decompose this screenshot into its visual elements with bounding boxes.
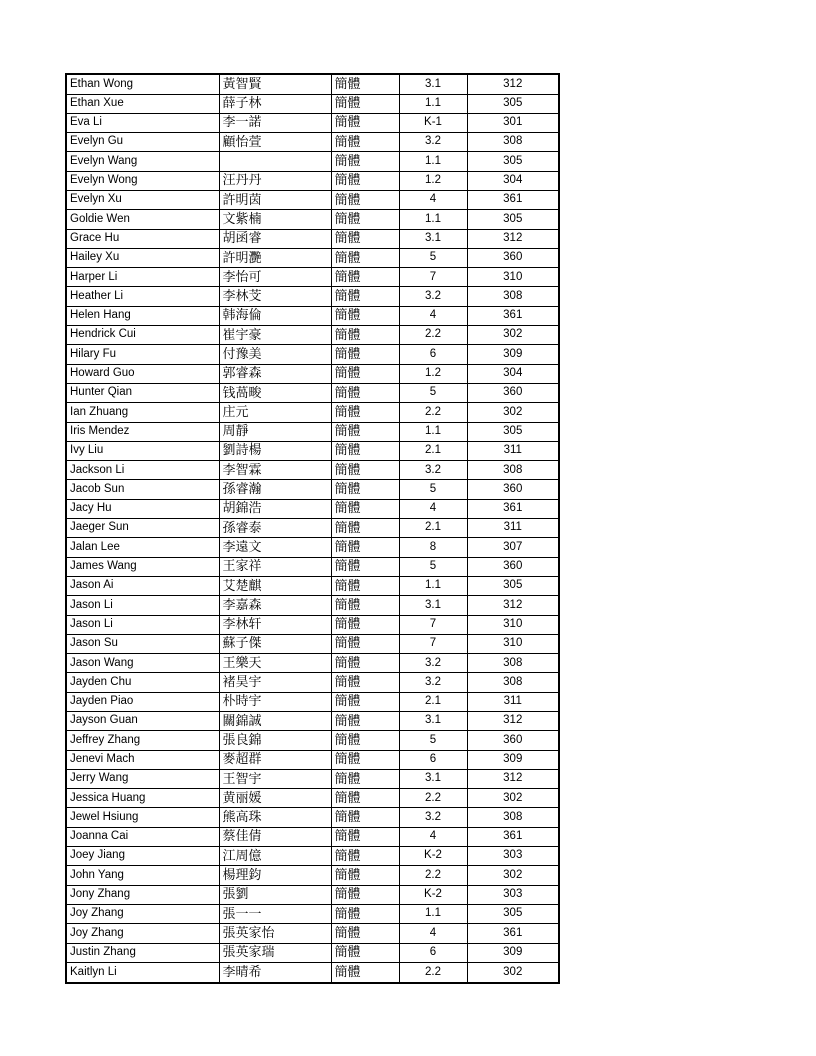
table-row bbox=[66, 364, 559, 383]
cell-english-name: Howard Guo bbox=[66, 364, 219, 383]
cell-english-name: Ethan Wong bbox=[66, 74, 219, 94]
cell-level: 3.2 bbox=[399, 808, 467, 827]
cell-english-name: Hendrick Cui bbox=[66, 326, 219, 345]
cell-level: 4 bbox=[399, 827, 467, 846]
cell-level: 5 bbox=[399, 557, 467, 576]
cell-room: 305 bbox=[467, 210, 559, 229]
cell-english-name: Joey Jiang bbox=[66, 847, 219, 866]
cell-level: 1.1 bbox=[399, 210, 467, 229]
cell-chinese-name: 王樂天 bbox=[219, 654, 331, 673]
cell-level: 2.2 bbox=[399, 962, 467, 983]
cell-english-name: Harper Li bbox=[66, 268, 219, 287]
table-row bbox=[66, 519, 559, 538]
table-row bbox=[66, 615, 559, 634]
cell-room: 301 bbox=[467, 113, 559, 132]
cell-script: 簡體 bbox=[331, 750, 399, 769]
cell-script: 簡體 bbox=[331, 113, 399, 132]
table-row bbox=[66, 596, 559, 615]
cell-chinese-name: 庄元 bbox=[219, 403, 331, 422]
cell-english-name: Grace Hu bbox=[66, 229, 219, 248]
cell-chinese-name: 許明茵 bbox=[219, 190, 331, 209]
cell-level: 5 bbox=[399, 383, 467, 402]
cell-script: 簡體 bbox=[331, 499, 399, 518]
cell-chinese-name: 文紫楠 bbox=[219, 210, 331, 229]
cell-room: 305 bbox=[467, 576, 559, 595]
table-row bbox=[66, 248, 559, 267]
cell-level: 4 bbox=[399, 499, 467, 518]
cell-level: 4 bbox=[399, 190, 467, 209]
cell-script: 簡體 bbox=[331, 152, 399, 171]
cell-chinese-name: 郭睿森 bbox=[219, 364, 331, 383]
table-row bbox=[66, 171, 559, 190]
cell-level: 3.2 bbox=[399, 673, 467, 692]
table-row bbox=[66, 634, 559, 653]
cell-script: 簡體 bbox=[331, 673, 399, 692]
cell-script: 簡體 bbox=[331, 519, 399, 538]
cell-level: 5 bbox=[399, 248, 467, 267]
cell-english-name: Jason Su bbox=[66, 634, 219, 653]
cell-script: 簡體 bbox=[331, 287, 399, 306]
cell-level: 1.1 bbox=[399, 94, 467, 113]
cell-chinese-name: 孫睿瀚 bbox=[219, 480, 331, 499]
cell-script: 簡體 bbox=[331, 326, 399, 345]
table-row bbox=[66, 847, 559, 866]
cell-chinese-name: 張劉 bbox=[219, 885, 331, 904]
cell-room: 360 bbox=[467, 731, 559, 750]
cell-level: 2.2 bbox=[399, 866, 467, 885]
cell-room: 305 bbox=[467, 904, 559, 923]
cell-english-name: Goldie Wen bbox=[66, 210, 219, 229]
cell-script: 簡體 bbox=[331, 306, 399, 325]
cell-english-name: Jason Ai bbox=[66, 576, 219, 595]
cell-chinese-name: 孫睿泰 bbox=[219, 519, 331, 538]
cell-level: 2.2 bbox=[399, 789, 467, 808]
table-row bbox=[66, 306, 559, 325]
table-row bbox=[66, 152, 559, 171]
cell-chinese-name: 熊高珠 bbox=[219, 808, 331, 827]
table-row bbox=[66, 731, 559, 750]
table-row bbox=[66, 190, 559, 209]
cell-room: 311 bbox=[467, 692, 559, 711]
cell-room: 304 bbox=[467, 171, 559, 190]
cell-chinese-name: 韩海倫 bbox=[219, 306, 331, 325]
cell-chinese-name: 李林芠 bbox=[219, 287, 331, 306]
cell-script: 簡體 bbox=[331, 866, 399, 885]
cell-room: 309 bbox=[467, 943, 559, 962]
cell-english-name: Eva Li bbox=[66, 113, 219, 132]
cell-script: 簡體 bbox=[331, 904, 399, 923]
cell-script: 簡體 bbox=[331, 345, 399, 364]
cell-english-name: Ian Zhuang bbox=[66, 403, 219, 422]
table-row bbox=[66, 287, 559, 306]
cell-english-name: Joy Zhang bbox=[66, 904, 219, 923]
cell-script: 簡體 bbox=[331, 403, 399, 422]
cell-english-name: Kaitlyn Li bbox=[66, 962, 219, 983]
cell-room: 310 bbox=[467, 634, 559, 653]
cell-level: 3.1 bbox=[399, 74, 467, 94]
cell-english-name: Jeffrey Zhang bbox=[66, 731, 219, 750]
table-row bbox=[66, 345, 559, 364]
cell-level: 2.2 bbox=[399, 403, 467, 422]
cell-level: 6 bbox=[399, 750, 467, 769]
cell-script: 簡體 bbox=[331, 461, 399, 480]
table-row bbox=[66, 750, 559, 769]
cell-script: 簡體 bbox=[331, 229, 399, 248]
cell-level: 3.1 bbox=[399, 769, 467, 788]
cell-room: 310 bbox=[467, 268, 559, 287]
cell-room: 302 bbox=[467, 789, 559, 808]
cell-level: K-2 bbox=[399, 847, 467, 866]
cell-english-name: Evelyn Gu bbox=[66, 133, 219, 152]
table-row bbox=[66, 808, 559, 827]
cell-room: 308 bbox=[467, 461, 559, 480]
cell-chinese-name: 褚昊宇 bbox=[219, 673, 331, 692]
cell-english-name: Jason Li bbox=[66, 596, 219, 615]
cell-room: 308 bbox=[467, 808, 559, 827]
cell-english-name: Jony Zhang bbox=[66, 885, 219, 904]
cell-room: 312 bbox=[467, 229, 559, 248]
cell-level: 3.2 bbox=[399, 654, 467, 673]
cell-english-name: Jewel Hsiung bbox=[66, 808, 219, 827]
cell-script: 簡體 bbox=[331, 364, 399, 383]
cell-script: 簡體 bbox=[331, 171, 399, 190]
cell-level: 1.1 bbox=[399, 422, 467, 441]
cell-english-name: Jacob Sun bbox=[66, 480, 219, 499]
cell-english-name: Ivy Liu bbox=[66, 441, 219, 460]
table-row bbox=[66, 326, 559, 345]
cell-chinese-name: 崔宇豪 bbox=[219, 326, 331, 345]
cell-chinese-name: 許明灧 bbox=[219, 248, 331, 267]
cell-chinese-name: 周靜 bbox=[219, 422, 331, 441]
cell-script: 簡體 bbox=[331, 634, 399, 653]
cell-chinese-name: 艾楚麒 bbox=[219, 576, 331, 595]
cell-script: 簡體 bbox=[331, 480, 399, 499]
cell-script: 簡體 bbox=[331, 654, 399, 673]
cell-chinese-name: 張英家怡 bbox=[219, 924, 331, 943]
cell-script: 簡體 bbox=[331, 210, 399, 229]
table-row bbox=[66, 827, 559, 846]
cell-script: 簡體 bbox=[331, 943, 399, 962]
cell-room: 308 bbox=[467, 654, 559, 673]
cell-room: 307 bbox=[467, 538, 559, 557]
table-row bbox=[66, 441, 559, 460]
cell-chinese-name: 王家祥 bbox=[219, 557, 331, 576]
cell-script: 簡體 bbox=[331, 847, 399, 866]
cell-level: 8 bbox=[399, 538, 467, 557]
cell-level: K-1 bbox=[399, 113, 467, 132]
table-row bbox=[66, 866, 559, 885]
cell-english-name: Jason Li bbox=[66, 615, 219, 634]
cell-english-name: Evelyn Wang bbox=[66, 152, 219, 171]
table-row bbox=[66, 557, 559, 576]
cell-room: 309 bbox=[467, 750, 559, 769]
cell-room: 361 bbox=[467, 924, 559, 943]
cell-chinese-name: 顧怡萱 bbox=[219, 133, 331, 152]
cell-room: 304 bbox=[467, 364, 559, 383]
cell-room: 312 bbox=[467, 74, 559, 94]
cell-level: 7 bbox=[399, 268, 467, 287]
cell-level: 7 bbox=[399, 615, 467, 634]
cell-room: 311 bbox=[467, 441, 559, 460]
cell-room: 303 bbox=[467, 847, 559, 866]
cell-chinese-name: 蘇子傑 bbox=[219, 634, 331, 653]
cell-room: 308 bbox=[467, 133, 559, 152]
cell-level: 5 bbox=[399, 731, 467, 750]
cell-english-name: Helen Hang bbox=[66, 306, 219, 325]
cell-script: 簡體 bbox=[331, 789, 399, 808]
cell-english-name: Evelyn Xu bbox=[66, 190, 219, 209]
cell-script: 簡體 bbox=[331, 692, 399, 711]
table-row bbox=[66, 789, 559, 808]
cell-chinese-name: 李一諾 bbox=[219, 113, 331, 132]
table-row bbox=[66, 499, 559, 518]
cell-script: 簡體 bbox=[331, 576, 399, 595]
cell-room: 361 bbox=[467, 306, 559, 325]
cell-room: 305 bbox=[467, 152, 559, 171]
cell-chinese-name: 江周億 bbox=[219, 847, 331, 866]
cell-chinese-name: 李遠文 bbox=[219, 538, 331, 557]
cell-level: 5 bbox=[399, 480, 467, 499]
cell-script: 簡體 bbox=[331, 962, 399, 983]
table-row bbox=[66, 962, 559, 983]
cell-level: 6 bbox=[399, 345, 467, 364]
cell-room: 360 bbox=[467, 480, 559, 499]
table-row bbox=[66, 576, 559, 595]
cell-script: 簡體 bbox=[331, 268, 399, 287]
table-row bbox=[66, 904, 559, 923]
cell-level: K-2 bbox=[399, 885, 467, 904]
cell-level: 2.2 bbox=[399, 326, 467, 345]
table-row bbox=[66, 94, 559, 113]
cell-english-name: Hunter Qian bbox=[66, 383, 219, 402]
cell-room: 302 bbox=[467, 866, 559, 885]
table-row bbox=[66, 769, 559, 788]
table-row bbox=[66, 74, 559, 94]
cell-room: 303 bbox=[467, 885, 559, 904]
cell-level: 1.1 bbox=[399, 576, 467, 595]
cell-english-name: Hilary Fu bbox=[66, 345, 219, 364]
cell-level: 3.2 bbox=[399, 287, 467, 306]
cell-english-name: James Wang bbox=[66, 557, 219, 576]
cell-english-name: Jayden Chu bbox=[66, 673, 219, 692]
table-row bbox=[66, 210, 559, 229]
cell-level: 1.2 bbox=[399, 364, 467, 383]
cell-room: 360 bbox=[467, 557, 559, 576]
cell-chinese-name: 李林轩 bbox=[219, 615, 331, 634]
cell-level: 7 bbox=[399, 634, 467, 653]
cell-script: 簡體 bbox=[331, 441, 399, 460]
table-row bbox=[66, 924, 559, 943]
cell-level: 3.2 bbox=[399, 461, 467, 480]
cell-chinese-name: 楊理鈞 bbox=[219, 866, 331, 885]
cell-level: 4 bbox=[399, 924, 467, 943]
cell-chinese-name: 朴時宇 bbox=[219, 692, 331, 711]
cell-chinese-name: 胡函睿 bbox=[219, 229, 331, 248]
student-roster-table bbox=[65, 73, 560, 984]
cell-script: 簡體 bbox=[331, 885, 399, 904]
cell-level: 6 bbox=[399, 943, 467, 962]
cell-level: 4 bbox=[399, 306, 467, 325]
cell-level: 3.2 bbox=[399, 133, 467, 152]
cell-script: 簡體 bbox=[331, 769, 399, 788]
cell-chinese-name bbox=[219, 152, 331, 171]
cell-script: 簡體 bbox=[331, 808, 399, 827]
cell-chinese-name: 劉詩楊 bbox=[219, 441, 331, 460]
cell-english-name: Jalan Lee bbox=[66, 538, 219, 557]
cell-room: 302 bbox=[467, 326, 559, 345]
table-row bbox=[66, 712, 559, 731]
cell-level: 2.1 bbox=[399, 519, 467, 538]
cell-room: 360 bbox=[467, 383, 559, 402]
cell-english-name: John Yang bbox=[66, 866, 219, 885]
cell-english-name: Jason Wang bbox=[66, 654, 219, 673]
table-row bbox=[66, 403, 559, 422]
cell-room: 302 bbox=[467, 403, 559, 422]
table-row bbox=[66, 654, 559, 673]
cell-chinese-name: 王智宇 bbox=[219, 769, 331, 788]
cell-english-name: Evelyn Wong bbox=[66, 171, 219, 190]
table-row bbox=[66, 113, 559, 132]
cell-script: 簡體 bbox=[331, 248, 399, 267]
cell-english-name: Justin Zhang bbox=[66, 943, 219, 962]
cell-english-name: Hailey Xu bbox=[66, 248, 219, 267]
cell-chinese-name: 蔡佳倩 bbox=[219, 827, 331, 846]
table-row bbox=[66, 461, 559, 480]
cell-room: 312 bbox=[467, 769, 559, 788]
cell-level: 1.2 bbox=[399, 171, 467, 190]
cell-room: 308 bbox=[467, 673, 559, 692]
cell-english-name: Jayden Piao bbox=[66, 692, 219, 711]
cell-level: 1.1 bbox=[399, 152, 467, 171]
cell-room: 311 bbox=[467, 519, 559, 538]
table-row bbox=[66, 885, 559, 904]
cell-room: 305 bbox=[467, 422, 559, 441]
table-row bbox=[66, 422, 559, 441]
cell-english-name: Jerry Wang bbox=[66, 769, 219, 788]
table-row bbox=[66, 943, 559, 962]
cell-level: 2.1 bbox=[399, 692, 467, 711]
cell-script: 簡體 bbox=[331, 74, 399, 94]
cell-script: 簡體 bbox=[331, 615, 399, 634]
cell-level: 3.1 bbox=[399, 712, 467, 731]
table-row bbox=[66, 133, 559, 152]
cell-english-name: Jenevi Mach bbox=[66, 750, 219, 769]
cell-room: 361 bbox=[467, 499, 559, 518]
cell-level: 3.1 bbox=[399, 229, 467, 248]
table-row bbox=[66, 229, 559, 248]
cell-chinese-name: 張一一 bbox=[219, 904, 331, 923]
cell-room: 302 bbox=[467, 962, 559, 983]
cell-chinese-name: 胡錦浩 bbox=[219, 499, 331, 518]
cell-script: 簡體 bbox=[331, 596, 399, 615]
table-body bbox=[66, 74, 559, 983]
cell-script: 簡體 bbox=[331, 94, 399, 113]
cell-level: 3.1 bbox=[399, 596, 467, 615]
cell-level: 1.1 bbox=[399, 904, 467, 923]
cell-room: 361 bbox=[467, 190, 559, 209]
cell-script: 簡體 bbox=[331, 422, 399, 441]
cell-level: 2.1 bbox=[399, 441, 467, 460]
cell-english-name: Joy Zhang bbox=[66, 924, 219, 943]
cell-chinese-name: 钱萵畯 bbox=[219, 383, 331, 402]
cell-chinese-name: 汪丹丹 bbox=[219, 171, 331, 190]
cell-chinese-name: 張良錦 bbox=[219, 731, 331, 750]
cell-script: 簡體 bbox=[331, 557, 399, 576]
cell-chinese-name: 李晴希 bbox=[219, 962, 331, 983]
cell-chinese-name: 黃智賢 bbox=[219, 74, 331, 94]
cell-chinese-name: 張英家瑞 bbox=[219, 943, 331, 962]
cell-chinese-name: 李嘉森 bbox=[219, 596, 331, 615]
cell-script: 簡體 bbox=[331, 827, 399, 846]
cell-chinese-name: 麥超群 bbox=[219, 750, 331, 769]
cell-chinese-name: 李怡可 bbox=[219, 268, 331, 287]
cell-room: 312 bbox=[467, 712, 559, 731]
cell-room: 310 bbox=[467, 615, 559, 634]
cell-script: 簡體 bbox=[331, 133, 399, 152]
cell-chinese-name: 關錦誠 bbox=[219, 712, 331, 731]
cell-english-name: Jacy Hu bbox=[66, 499, 219, 518]
table-row bbox=[66, 692, 559, 711]
cell-english-name: Joanna Cai bbox=[66, 827, 219, 846]
cell-english-name: Jackson Li bbox=[66, 461, 219, 480]
cell-room: 312 bbox=[467, 596, 559, 615]
cell-english-name: Jayson Guan bbox=[66, 712, 219, 731]
cell-english-name: Iris Mendez bbox=[66, 422, 219, 441]
cell-chinese-name: 薛子林 bbox=[219, 94, 331, 113]
cell-english-name: Jaeger Sun bbox=[66, 519, 219, 538]
cell-room: 360 bbox=[467, 248, 559, 267]
cell-script: 簡體 bbox=[331, 190, 399, 209]
table-row bbox=[66, 480, 559, 499]
table-row bbox=[66, 268, 559, 287]
cell-english-name: Ethan Xue bbox=[66, 94, 219, 113]
cell-room: 361 bbox=[467, 827, 559, 846]
cell-script: 簡體 bbox=[331, 538, 399, 557]
cell-chinese-name: 黄丽媛 bbox=[219, 789, 331, 808]
cell-script: 簡體 bbox=[331, 924, 399, 943]
cell-script: 簡體 bbox=[331, 731, 399, 750]
cell-script: 簡體 bbox=[331, 383, 399, 402]
cell-english-name: Jessica Huang bbox=[66, 789, 219, 808]
cell-chinese-name: 李智霖 bbox=[219, 461, 331, 480]
cell-room: 305 bbox=[467, 94, 559, 113]
table-row bbox=[66, 673, 559, 692]
cell-room: 308 bbox=[467, 287, 559, 306]
table-row bbox=[66, 383, 559, 402]
cell-chinese-name: 付豫美 bbox=[219, 345, 331, 364]
table-row bbox=[66, 538, 559, 557]
cell-english-name: Heather Li bbox=[66, 287, 219, 306]
cell-room: 309 bbox=[467, 345, 559, 364]
cell-script: 簡體 bbox=[331, 712, 399, 731]
